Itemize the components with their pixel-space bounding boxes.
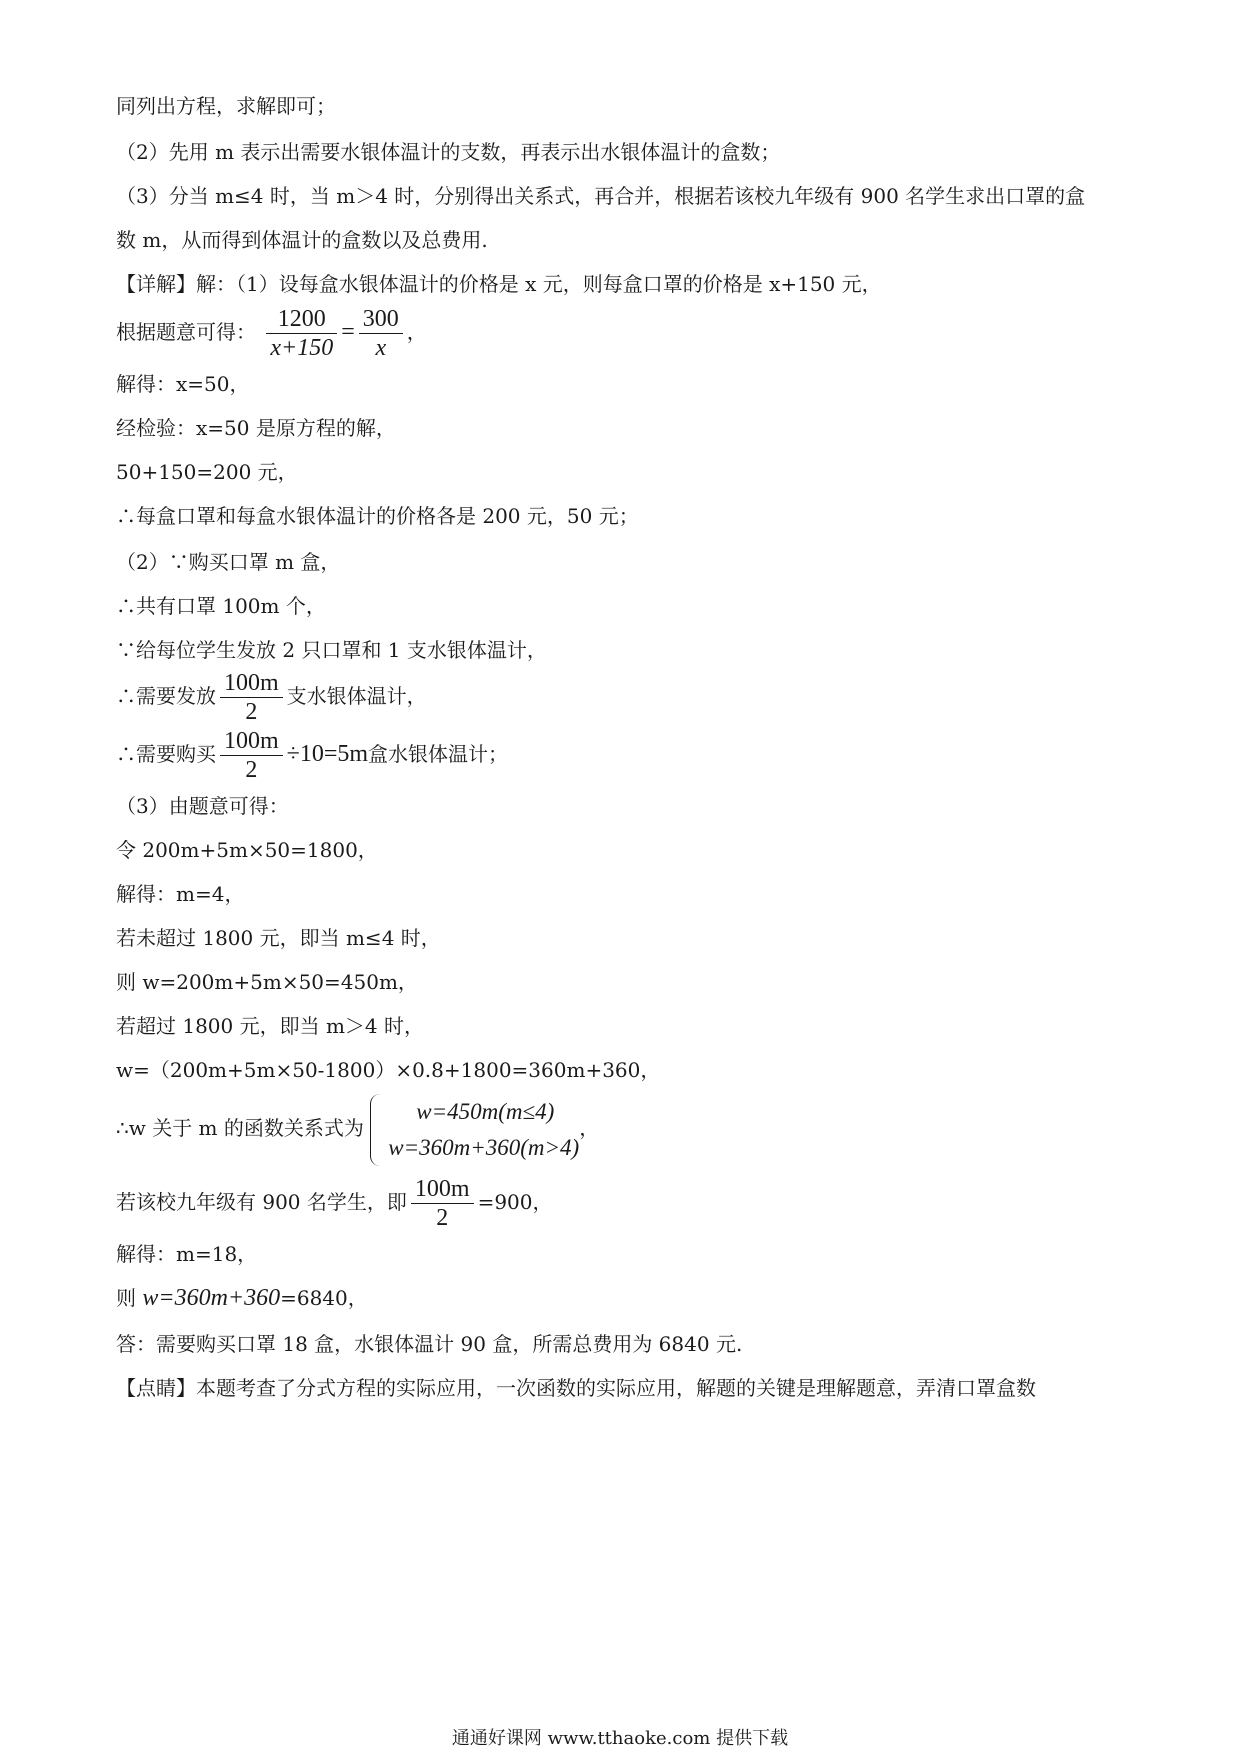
equation-suffix: 支水银体温计，: [286, 684, 427, 708]
fraction-right: [359, 305, 403, 362]
text-line: 解得：m=4，: [116, 882, 245, 906]
fraction-numerator: 300: [359, 305, 403, 334]
equation-suffix: 盒水银体温计；: [368, 742, 509, 766]
fraction-denominator: x+150: [270, 335, 334, 361]
equals-sign: =: [341, 319, 355, 345]
text-line: ∴每盒口罩和每盒水银体温计的价格各是 200 元，50 元；: [116, 504, 639, 528]
fraction: [220, 669, 283, 726]
equation-label: ∴w 关于 m 的函数关系式为: [116, 1116, 364, 1140]
text-line: （2）先用 m 表示出需要水银体温计的支数，再表示出水银体温计的盒数；: [116, 140, 781, 164]
equation-label: 若该校九年级有 900 名学生，即: [116, 1190, 407, 1214]
fraction-denominator: 2: [436, 1205, 449, 1231]
equation-system: [370, 1094, 579, 1166]
text-line: ∴共有口罩 100m 个，: [116, 594, 326, 618]
fraction-left: [266, 305, 337, 362]
punctuation: ，: [406, 320, 427, 344]
equation-label: ∴需要发放: [116, 684, 216, 708]
text-line: 数 m，从而得到体温计的盒数以及总费用.: [116, 228, 488, 252]
fraction-numerator: 1200: [266, 305, 337, 334]
equation-line: [116, 664, 1130, 728]
text-line: 若超过 1800 元，即当 m＞4 时，: [116, 1014, 425, 1038]
text-line: 解得：m=18，: [116, 1242, 258, 1266]
equation-suffix: =900，: [477, 1190, 553, 1214]
fraction-denominator: 2: [245, 699, 258, 725]
text-line: 同列出方程，求解即可；: [116, 94, 336, 118]
left-brace: [370, 1094, 385, 1166]
text-line: 【详解】解：（1）设每盒水银体温计的价格是 x 元，则每盒口罩的价格是 x+150 元，: [116, 272, 882, 296]
system-row: w=450m(m≤4): [416, 1098, 555, 1124]
math-expression: ÷10=5m: [286, 741, 369, 767]
text-line: 经检验：x=50 是原方程的解，: [116, 416, 396, 440]
equation-line: [116, 1090, 1130, 1166]
text-line: 【点睛】本题考查了分式方程的实际应用，一次函数的实际应用，解题的关键是理解题意，弄清口罩盒数: [116, 1376, 1036, 1400]
text-line: 50+150=200 元，: [116, 460, 298, 484]
system-row: w=360m+360(m>4): [388, 1134, 580, 1160]
text-line: （2）∵购买口罩 m 盒，: [116, 550, 341, 574]
equation-line: [116, 722, 1130, 786]
fraction-numerator: 100m: [220, 727, 283, 756]
fraction: [220, 727, 283, 784]
fraction-denominator: 2: [245, 757, 258, 783]
text-line: （3）分当 m≤4 时，当 m＞4 时，分别得出关系式，再合并，根据若该校九年级有 900 名学生求出口罩的盒: [116, 184, 1086, 208]
fraction: [411, 1175, 474, 1232]
text-line: 则 w=200m+5m×50=450m，: [116, 970, 418, 994]
text-line: 令 200m+5m×50=1800，: [116, 838, 378, 862]
equation-label: ∴需要购买: [116, 742, 216, 766]
math-expression: w=360m+360: [142, 1285, 281, 1311]
text-line: （3）由题意可得：: [116, 794, 289, 818]
equation-label: 根据题意可得：: [116, 320, 256, 344]
equation-label: 则: [116, 1286, 136, 1310]
equation-line: [116, 1284, 1130, 1312]
text-line: w=（200m+5m×50-1800）×0.8+1800=360m+360，: [116, 1058, 661, 1082]
footer-credit: 通通好课网 www.tthaoke.com 提供下载: [451, 1728, 789, 1749]
text-line: 若未超过 1800 元，即当 m≤4 时，: [116, 926, 441, 950]
text-line: ∵给每位学生发放 2 只口罩和 1 支水银体温计，: [116, 638, 547, 662]
punctuation: ，: [579, 1116, 600, 1140]
text-line: 答：需要购买口罩 18 盒，水银体温计 90 盒，所需总费用为 6840 元.: [116, 1332, 743, 1356]
equation-line: [116, 1170, 1130, 1234]
equation-line: [116, 300, 1130, 364]
fraction-numerator: 100m: [220, 669, 283, 698]
equation-suffix: =6840，: [280, 1286, 368, 1310]
fraction-denominator: x: [375, 335, 387, 361]
text-line: 解得：x=50，: [116, 372, 250, 396]
fraction-numerator: 100m: [411, 1175, 474, 1204]
